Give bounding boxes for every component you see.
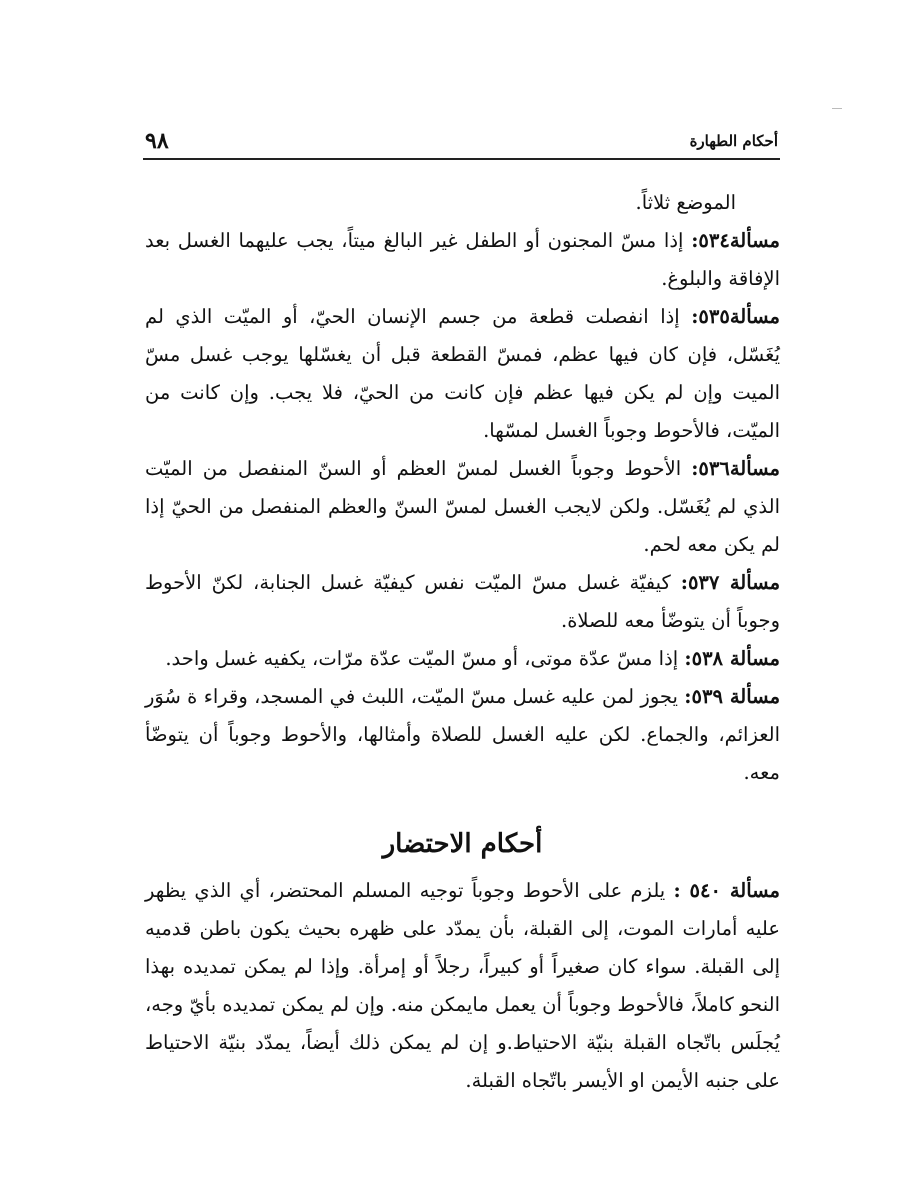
question-535 bbox=[145, 298, 780, 450]
question-537 bbox=[145, 564, 780, 640]
page-header bbox=[143, 128, 780, 160]
margin-mark bbox=[832, 108, 842, 109]
question-text: يجوز لمن عليه غسل مسّ الميّت، اللبث في المسجد، وقراء ة سُوَر العزائم، والجماع. لكن عليه الغسل للصلاة وأمثالها، والأحوط وجوباً أن يتوضّأ معه. bbox=[145, 685, 780, 784]
question-text: إذا مسّ المجنون أو الطفل غير البالغ ميتاً، يجب عليهما الغسل بعد الإفاقة والبلوغ. bbox=[145, 229, 780, 290]
question-536 bbox=[145, 450, 780, 564]
fragment-line: الموضع ثلاثاً. bbox=[635, 191, 736, 214]
question-text: إذا انفصلت قطعة من جسم الإنسان الحيّ، أو الميّت الذي لم يُغَسّل، فإن كان فيها عظم، فمسّ القطعة قبل أن يغسّلها يوجب غسل مسّ الميت وإن لم يكن فيها عظم فإن كانت من الحيّ، فلا يجب. وإن كانت من الميّت، فالأحوط وجوباً الغسل لمسّها. bbox=[145, 305, 780, 442]
question-539 bbox=[145, 678, 780, 792]
question-text: كيفيّة غسل مسّ الميّت نفس كيفيّة غسل الجنابة، لكنّ الأحوط وجوباً أن يتوضّأ معه للصلاة. bbox=[145, 571, 780, 632]
question-538 bbox=[145, 640, 780, 678]
page-number: ٩٨ bbox=[145, 128, 169, 154]
question-label: مسألة ٥٤٠ : bbox=[673, 879, 781, 902]
question-534 bbox=[145, 222, 780, 298]
question-label: مسألة٥٣٦: bbox=[691, 457, 781, 480]
question-text: يلزم على الأحوط وجوباً توجيه المسلم المحتضر، أي الذي يظهر عليه أمارات الموت، إلى القبلة، بأن يمدّد على ظهره بحيث يكون باطن قدميه إلى القبلة. سواء كان صغيراً أو كبيراً، رجلاً أو إمرأة. وإذا لم يمكن تمديده بهذا النحو كاملاً، فالأحوط وجوباً أن يعمل مايمكن منه. وإن لم يمكن تمديده بأيّ وجه، يُجلَس باتّجاه القبلة بنيّة الاحتياط.و إن لم يمكن ذلك أيضاً، يمدّد بنيّة الاحتياط على جنبه الأيمن او الأيسر باتّجاه القبلة. bbox=[145, 879, 780, 1092]
question-540 bbox=[145, 872, 780, 1100]
page-body bbox=[145, 184, 780, 1100]
question-label: مسألة٥٣٤: bbox=[691, 229, 780, 252]
section-heading: أحكام الاحتضار bbox=[382, 829, 543, 859]
running-title: أحكام الطهارة bbox=[689, 132, 778, 150]
question-label: مسألة ٥٣٩: bbox=[684, 685, 781, 708]
question-label: مسألة٥٣٥: bbox=[691, 305, 780, 328]
question-text: إذا مسّ عدّة موتى، أو مسّ الميّت عدّة مرّات، يكفيه غسل واحد. bbox=[165, 647, 679, 670]
question-label: مسألة ٥٣٨: bbox=[684, 647, 780, 670]
question-text: الأحوط وجوباً الغسل لمسّ العظم أو السنّ المنفصل من الميّت الذي لم يُغَسّل. ولكن لايجب الغسل لمسّ السنّ والعظم المنفصل من الحيّ إذا لم يكن معه لحم. bbox=[145, 457, 780, 556]
question-label: مسألة ٥٣٧: bbox=[680, 571, 781, 594]
